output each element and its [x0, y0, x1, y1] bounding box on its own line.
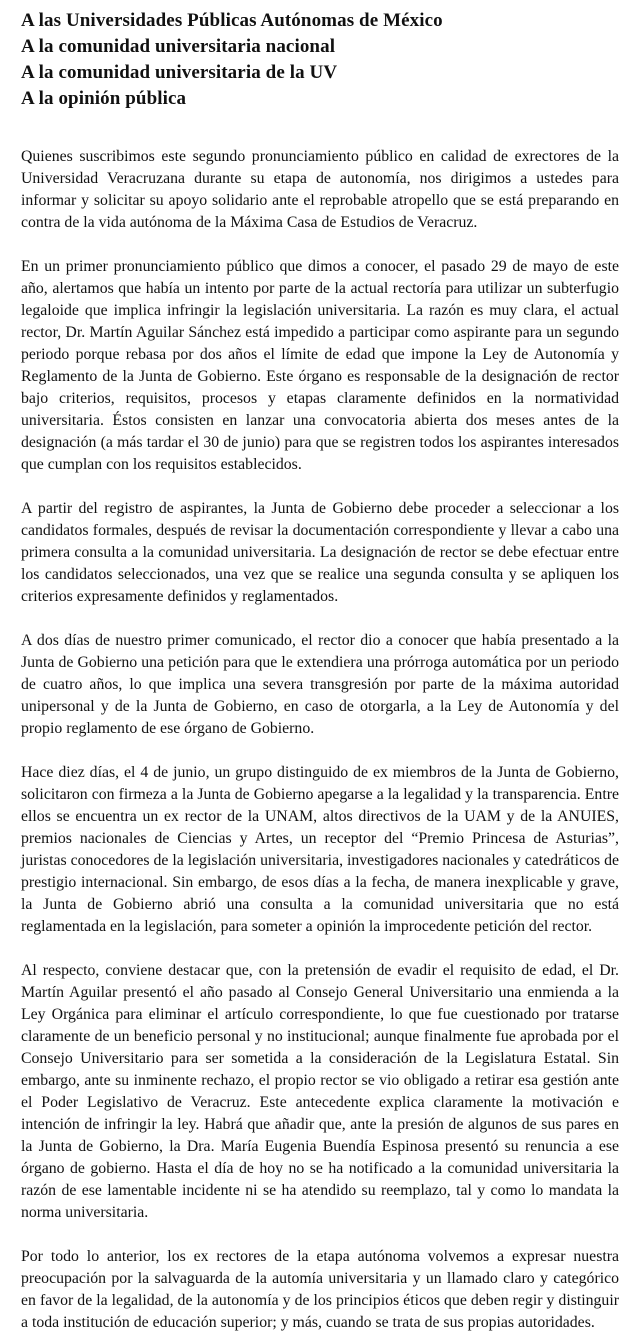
paragraph-closing-call: Por todo lo anterior, los ex rectores de la etapa autónoma volvemos a expresar nuestra preocupación por la salvaguarda de la automía universitaria y un llamado claro y categórico en favor de la legalidad, de la autonomía y de los principios éticos que deben regir y distinguir a toda institución de educación superior; y más, cuando se trata de sus propias autoridades.: [21, 1248, 619, 1331]
paragraph-introduction: Quienes suscribimos este segundo pronunciamiento público en calidad de exrectores de la Universidad Veracruzana durante su etapa de autonomía, nos dirigimos a ustedes para informar y solicitar su apoyo solidario ante el reprobable atropello que se está preparando en contra de la vida autónoma de la Máxima Casa de Estudios de Veracruz.: [21, 148, 619, 231]
address-line-universities: A las Universidades Públicas Autónomas de México: [21, 10, 443, 31]
paragraph-legal-background: Al respecto, conviene destacar que, con la pretensión de evadir el requisito de edad, el Dr. Martín Aguilar presentó el año pasado al Consejo General Universitario una enmienda a la Ley Orgánica para eliminar el artículo correspondiente, lo que fue cuestionado por tratarse claramente de un beneficio personal y no institucional; aunque finalmente fue aprobada por el Consejo Universitario para ser sometida a la consideración de la Legislatura Estatal. Sin embargo, ante su inminente rechazo, el propio rector se vio obligado a retirar esa gestión ante el Poder Legislativo de Veracruz. Este antecedente explica claramente la motivación e intención de infringir la ley. Habrá que añadir que, ante la presión de algunos de sus pares en la Junta de Gobierno, la Dra. María Eugenia Buendía Espinosa presentó su renuncia a ese órgano de gobierno. Hasta el día de hoy no se ha notificado a la comunidad universitaria la razón de ese lamentable incidente ni se ha atendido su reemplazo, tal y como lo mandata la norma universitaria.: [21, 962, 619, 1221]
address-line-national-community: A la comunidad universitaria nacional: [21, 36, 336, 57]
paragraph-ex-members-request: Hace diez días, el 4 de junio, un grupo distinguido de ex miembros de la Junta de Gobierno, solicitaron con firmeza a la Junta de Gobierno apegarse a la legalidad y la transparencia. Entre ellos se encuentra un ex rector de la UNAM, altos directivos de la UAM y de la ANUIES, premios nacionales de Ciencias y Artes, un receptor del “Premio Princesa de Asturias”, juristas conocedores de la legislación universitaria, investigadores nacionales y catedráticos de prestigio internacional. Sin embargo, de esos días a la fecha, de manera inexplicable y grave, la Junta de Gobierno abrió una consulta a la comunidad universitaria que no está reglamentada en la legislación, para someter a opinión la improcedente petición del rector.: [21, 764, 619, 935]
document-body: [21, 146, 619, 1334]
paragraph-candidate-selection: A partir del registro de aspirantes, la Junta de Gobierno debe proceder a seleccionar a los candidatos formales, después de revisar la documentación correspondiente y llevar a cabo una primera consulta a la comunidad universitaria. La designación de rector se debe efectuar entre los candidatos seleccionados, una vez que se realice una segunda consulta y se apliquen los criterios expresamente definidos y reglamentados.: [21, 500, 619, 605]
document-header: [21, 8, 619, 112]
address-line-public-opinion: A la opinión pública: [21, 88, 187, 109]
paragraph-rector-petition: A dos días de nuestro primer comunicado, el rector dio a conocer que había presentado a la Junta de Gobierno una petición para que le extendiera una prórroga automática por un periodo de cuatro años, lo que implica una severa transgresión por parte de la máxima autoridad unipersonal y de la Junta de Gobierno, en caso de otorgarla, a la Ley de Autonomía y del propio reglamento de ese órgano de Gobierno.: [21, 632, 619, 737]
address-line-uv-community: A la comunidad universitaria de la UV: [21, 62, 338, 83]
paragraph-first-pronouncement: En un primer pronunciamiento público que dimos a conocer, el pasado 29 de mayo de este año, alertamos que había un intento por parte de la actual rectoría para utilizar un subterfugio legaloide que implica infringir la legislación universitaria. La razón es muy clara, el actual rector, Dr. Martín Aguilar Sánchez está impedido a participar como aspirante para un segundo periodo porque rebasa por dos años el límite de edad que impone la Ley de Autonomía y Reglamento de la Junta de Gobierno. Este órgano es responsable de la designación de rector bajo criterios, requisitos, procesos y etapas claramente definidos en la normatividad universitaria. Éstos consisten en lanzar una convocatoria abierta dos meses antes de la designación (a más tardar el 30 de junio) para que se registren todos los aspirantes interesados que cumplan con los requisitos establecidos.: [21, 258, 619, 473]
